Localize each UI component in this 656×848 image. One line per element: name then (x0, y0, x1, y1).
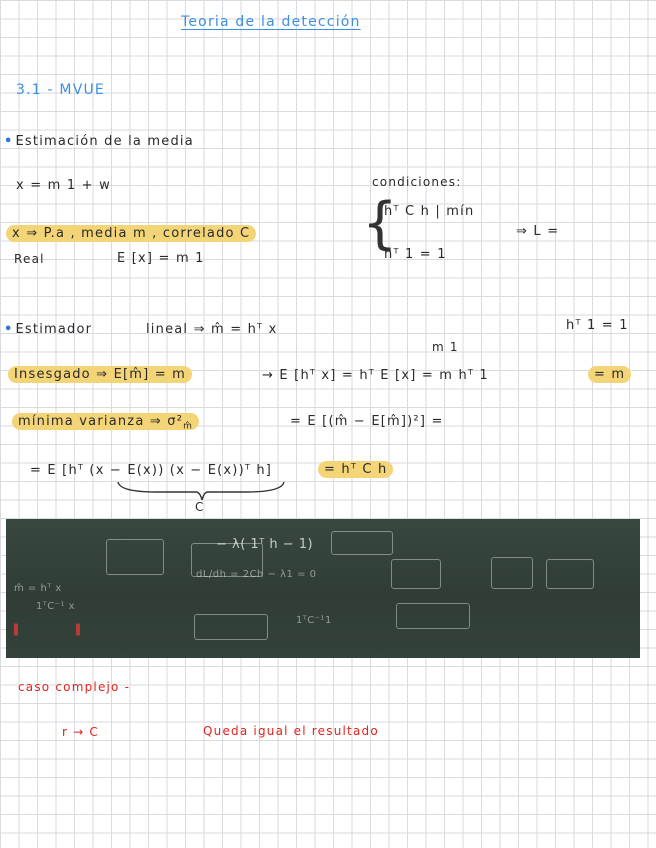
bullet-icon: • (4, 322, 14, 337)
insesgado-line (8, 367, 192, 382)
brace-icon: { (362, 191, 398, 256)
hypothesis-line (6, 226, 256, 241)
expansion-chain: = E [hᵀ (x − E(x)) (x − E(x))ᵀ h] (30, 463, 273, 478)
insesgado-result-highlight: = m (588, 366, 631, 383)
estimador-line: lineal ⇒ m̂ = hᵀ x (146, 322, 278, 337)
varianza-highlight (12, 413, 199, 430)
expansion-result-line (318, 462, 393, 477)
r-to-c-note: r → C (62, 725, 99, 739)
expectation-line: E [x] = m 1 (117, 251, 205, 266)
insesgado-highlight: Insesgado ⇒ E[m̂] = m (8, 366, 192, 383)
queda-igual-note: Queda igual el resultado (203, 724, 379, 738)
insesgado-chain: → E [hᵀ x] = hᵀ E [x] = m hᵀ 1 (262, 368, 489, 383)
condition-2: hᵀ 1 = 1 (384, 247, 447, 262)
condition-result: ⇒ L = (516, 224, 560, 239)
overbrace-label: m 1 (432, 340, 459, 354)
varianza-line (12, 414, 199, 432)
page-title: Teoria de la detección (181, 14, 361, 30)
estimador-heading (4, 322, 92, 337)
real-label: Real (14, 252, 45, 266)
chalkboard-photo: − λ( 1ᵀ h − 1) m̂ = hᵀ x dL/dh = 2Ch − λ1 = 0 1ᵀC⁻¹ x 1ᵀC⁻¹1 ▌ ▌ (6, 519, 640, 658)
underbrace-label: C (195, 500, 205, 514)
estimacion-heading (4, 134, 194, 149)
section-heading: 3.1 - MVUE (16, 82, 105, 98)
expansion-result-highlight: = hᵀ C h (318, 461, 393, 478)
caso-complejo-title: caso complejo - (18, 680, 131, 694)
hypothesis-highlight: x ⇒ P.a , media m , correlado C (6, 225, 256, 242)
bullet-icon: • (4, 134, 14, 149)
varianza-chain: = E [(m̂ − E[m̂])²] = (290, 414, 444, 429)
condiciones-label: condiciones: (372, 175, 462, 189)
varianza-sub: m̂ (183, 421, 194, 432)
signal-model: x = m 1 + w (16, 178, 111, 193)
estimador-heading-text: Estimador (15, 322, 93, 337)
estimador-side-note: hᵀ 1 = 1 (566, 318, 629, 333)
estimacion-heading-text: Estimación de la media (15, 134, 194, 149)
insesgado-result-line (588, 367, 631, 382)
condition-1: hᵀ C h | mín (384, 204, 475, 219)
underbrace-icon (116, 480, 286, 502)
varianza-label: mínima varianza ⇒ σ² (18, 414, 184, 429)
